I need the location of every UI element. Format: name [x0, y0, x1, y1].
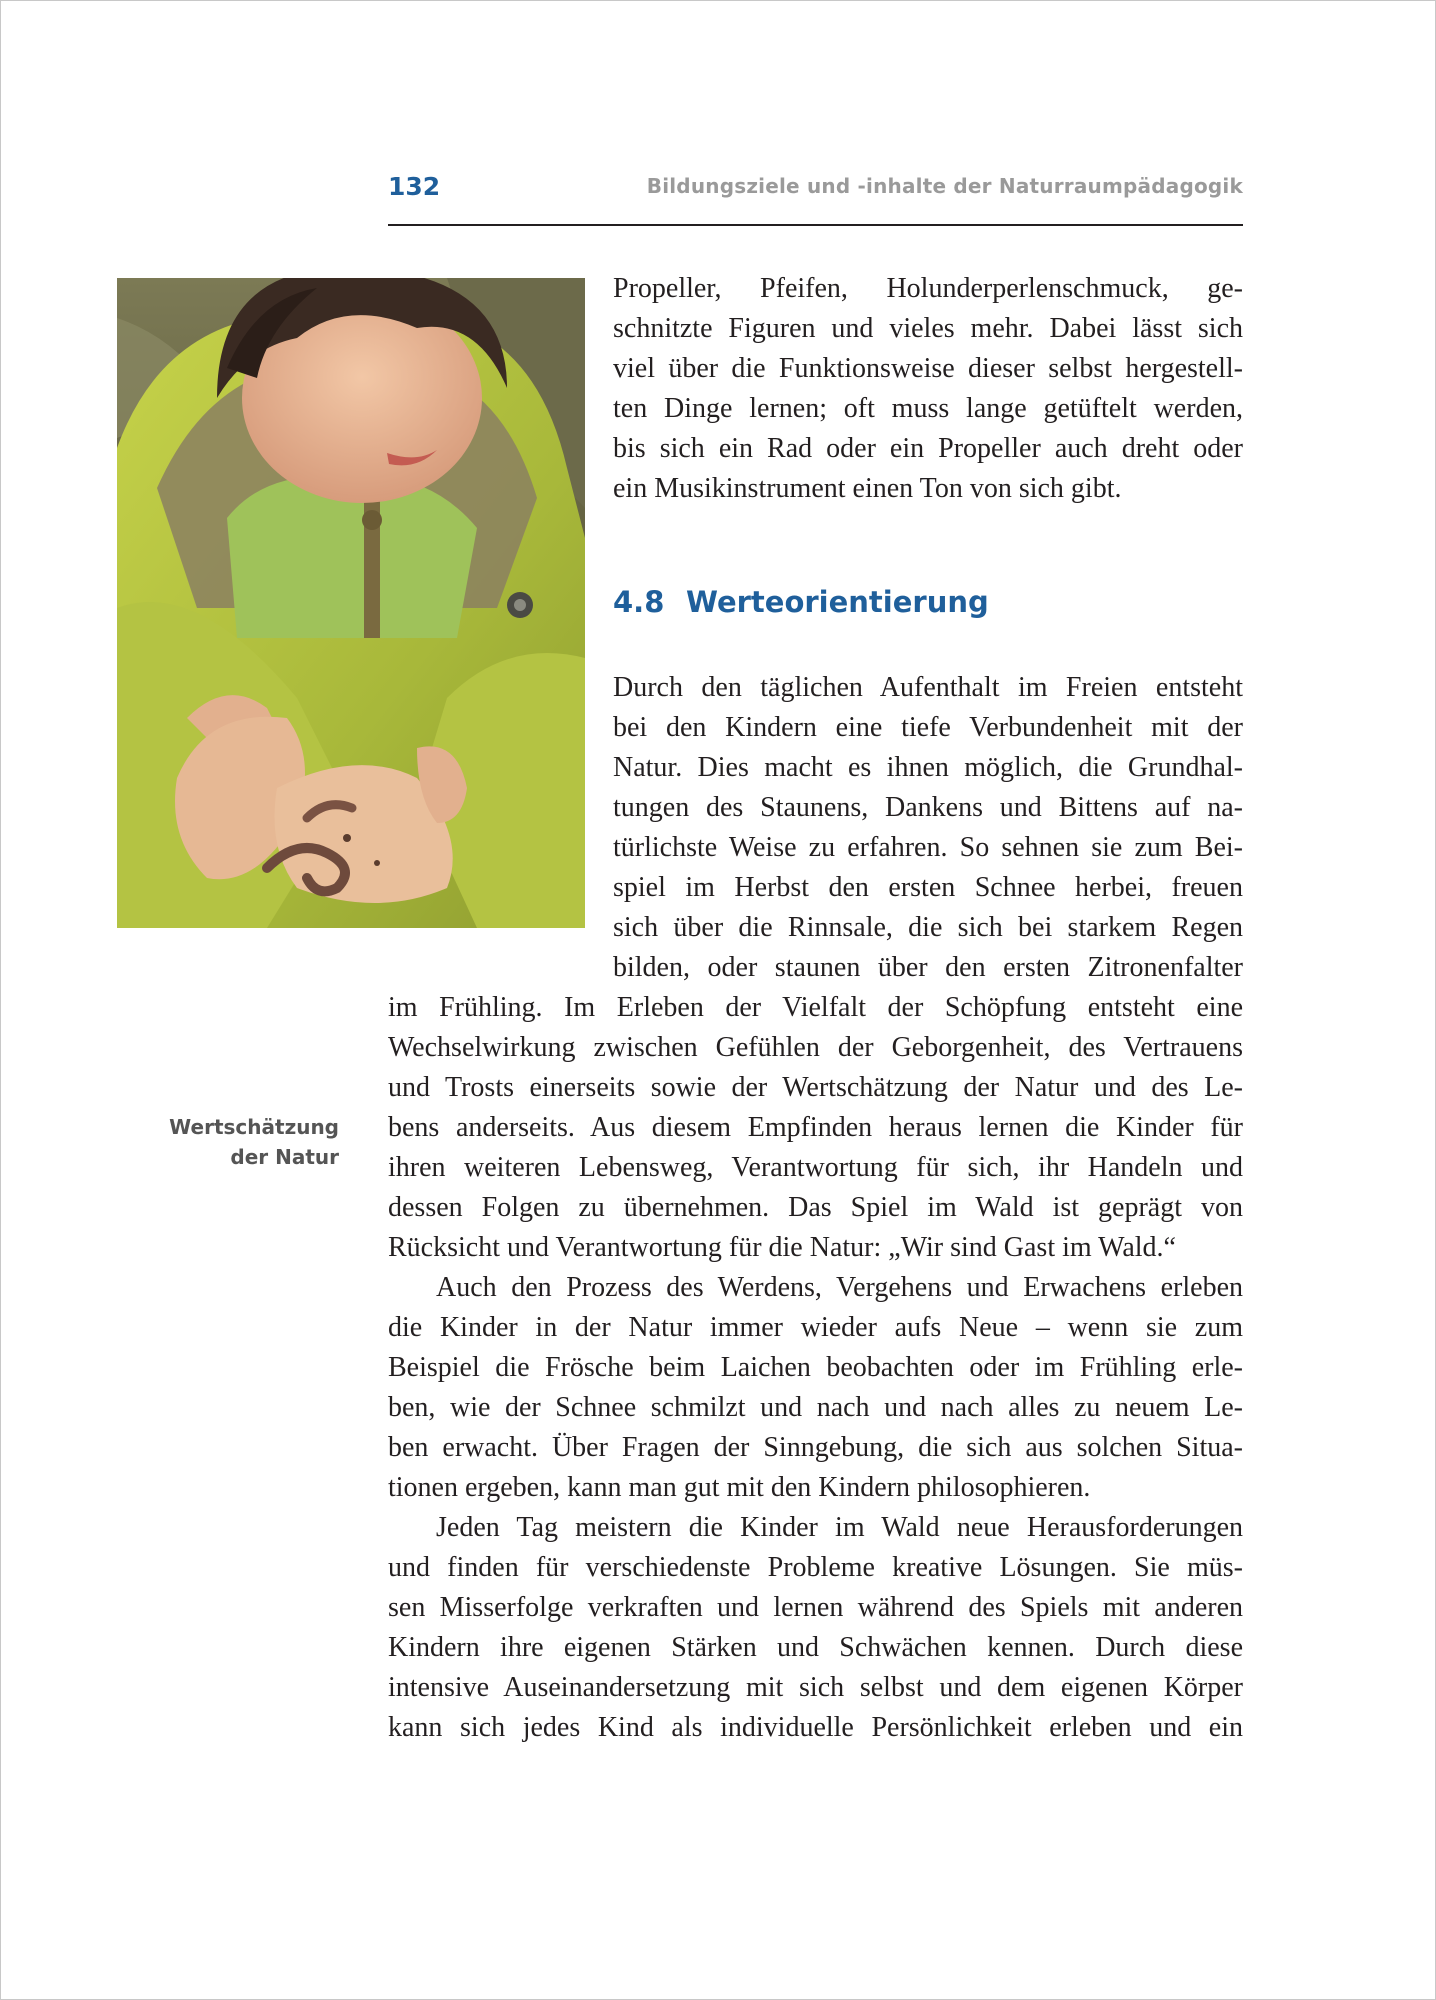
text-line: bens anderseits. Aus diesem Empfinden heraus lernen die Kinder für: [388, 1112, 1243, 1143]
running-title: Bildungsziele und -inhalte der Naturraumpädagogik: [646, 174, 1243, 198]
text-line: Jeden Tag meistern die Kinder im Wald neue Herausforderungen: [436, 1512, 1243, 1543]
text-line: und Trosts einerseits sowie der Wertschätzung der Natur und des Le-: [388, 1072, 1243, 1103]
text-line: Auch den Prozess des Werdens, Vergehens und Erwachens erleben: [436, 1272, 1243, 1303]
paragraph-values-continued: [388, 988, 1243, 1268]
text-line: Wechselwirkung zwischen Gefühlen der Geborgenheit, des Vertrauens: [388, 1032, 1243, 1063]
text-line: bei den Kindern eine tiefe Verbundenheit mit der: [613, 712, 1243, 743]
margin-note: [139, 1112, 339, 1172]
text-line: bilden, oder staunen über den ersten Zitronenfalter: [613, 952, 1243, 983]
text-line: ten Dinge lernen; oft muss lange getüftelt werden,: [613, 393, 1243, 424]
margin-note-line: der Natur: [230, 1145, 339, 1169]
text-line: tionen ergeben, kann man gut mit den Kindern philosophieren.: [388, 1472, 1091, 1503]
text-line: die Kinder in der Natur immer wieder aufs Neue – wenn sie zum: [388, 1312, 1243, 1343]
text-line: intensive Auseinandersetzung mit sich selbst und dem eigenen Körper: [388, 1672, 1243, 1703]
photo-illustration: [117, 278, 585, 928]
text-line: ein Musikinstrument einen Ton von sich gibt.: [613, 473, 1122, 504]
section-title: Werteorientierung: [686, 585, 989, 619]
child-holding-worm-photo: [117, 278, 585, 928]
section-number: 4.8: [613, 585, 665, 619]
text-line: Natur. Dies macht es ihnen möglich, die Grundhal-: [613, 752, 1243, 783]
text-line: Beispiel die Frösche beim Laichen beobachten oder im Frühling erle-: [388, 1352, 1243, 1383]
paragraph-crafts: [613, 269, 1243, 509]
text-line: sen Misserfolge verkraften und lernen während des Spiels mit anderen: [388, 1592, 1243, 1623]
text-line: viel über die Funktionsweise dieser selbst hergestell-: [613, 353, 1243, 384]
running-header: [388, 168, 1243, 226]
section-heading: [613, 585, 989, 619]
text-line: bis sich ein Rad oder ein Propeller auch dreht oder: [613, 433, 1243, 464]
text-line: ben erwacht. Über Fragen der Sinngebung, die sich aus solchen Situa-: [388, 1432, 1243, 1463]
text-line: ihren weiteren Lebensweg, Verantwortung für sich, ihr Handeln und: [388, 1152, 1243, 1183]
text-line: Propeller, Pfeifen, Holunderperlenschmuck, ge-: [613, 273, 1243, 304]
text-line: Kindern ihre eigenen Stärken und Schwächen kennen. Durch diese: [388, 1632, 1243, 1663]
text-line: schnitzte Figuren und vieles mehr. Dabei lässt sich: [613, 313, 1243, 344]
text-line: sich über die Rinnsale, die sich bei starkem Regen: [613, 912, 1243, 943]
text-line: kann sich jedes Kind als individuelle Persönlichkeit erleben und ein: [388, 1712, 1243, 1743]
text-line: türlichste Weise zu erfahren. So sehnen sie zum Bei-: [613, 832, 1243, 863]
text-line: ben, wie der Schnee schmilzt und nach und nach alles zu neuem Le-: [388, 1392, 1243, 1423]
text-line: spiel im Herbst den ersten Schnee herbei, freuen: [613, 872, 1243, 903]
paragraph-growth: [388, 1268, 1243, 1508]
paragraph-challenges: [388, 1508, 1243, 1748]
text-line: im Frühling. Im Erleben der Vielfalt der Schöpfung entsteht eine: [388, 992, 1243, 1023]
page-number: 132: [388, 172, 441, 201]
paragraph-values-start: [613, 668, 1243, 988]
text-line: und finden für verschiedenste Probleme kreative Lösungen. Sie müs-: [388, 1552, 1243, 1583]
text-line: dessen Folgen zu übernehmen. Das Spiel im Wald ist geprägt von: [388, 1192, 1243, 1223]
text-line: Durch den täglichen Aufenthalt im Freien entsteht: [613, 672, 1243, 703]
margin-note-line: Wertschätzung: [169, 1115, 339, 1139]
text-line: tungen des Staunens, Dankens und Bittens auf na-: [613, 792, 1243, 823]
text-line: Rücksicht und Verantwortung für die Natur: „Wir sind Gast im Wald.“: [388, 1232, 1176, 1263]
